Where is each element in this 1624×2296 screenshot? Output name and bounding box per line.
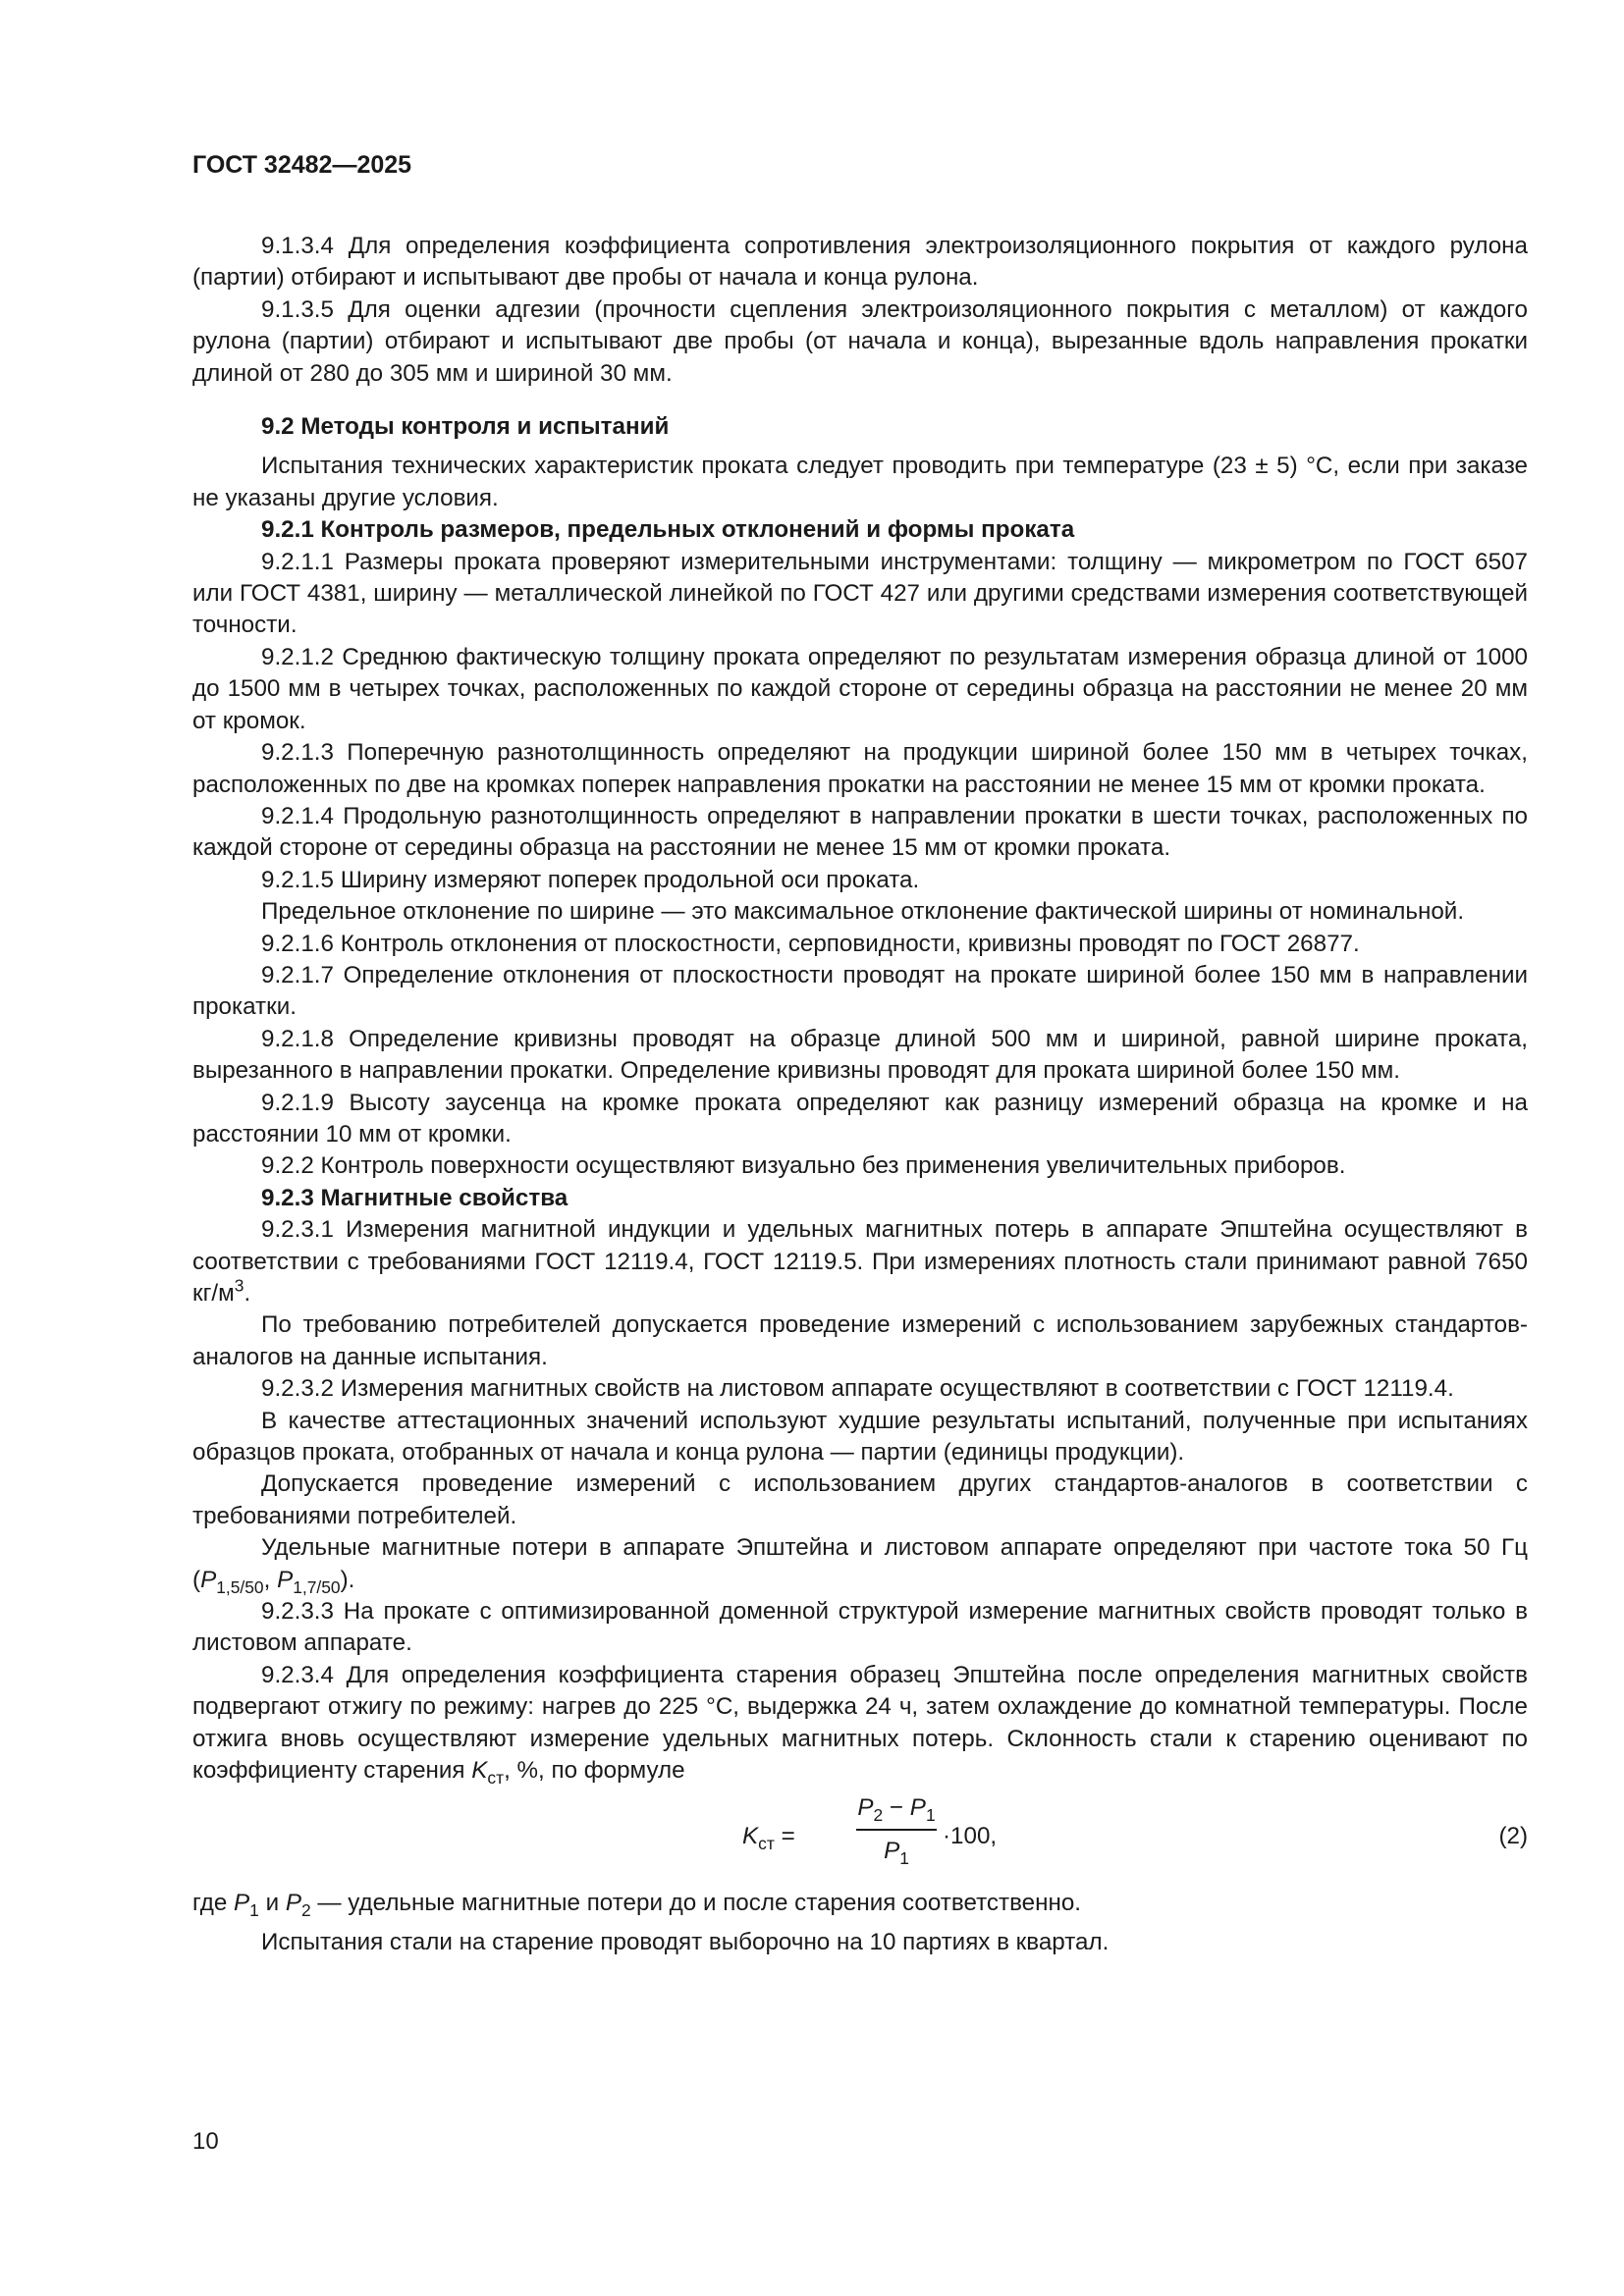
section-heading: 9.2.3 Магнитные свойства	[261, 1184, 568, 1211]
paragraph: 9.2.1.5 Ширину измеряют поперек продольной оси проката.	[261, 866, 920, 893]
formula-2	[192, 1791, 1528, 1888]
section-heading: 9.2.1 Контроль размеров, предельных отклонений и формы проката	[261, 516, 1075, 544]
equation-number: (2)	[1498, 1822, 1528, 1849]
paragraph: По требованию потребителей допускается проведение измерений с использованием зарубежных стандартов-аналогов на данные испытания.	[192, 1311, 1528, 1370]
formula-fraction	[856, 1791, 937, 1868]
paragraph: 9.2.1.9 Высоту заусенца на кромке проката определяют как разницу измерений образца на кромке и на расстоянии 10 мм от кромки.	[192, 1089, 1528, 1148]
paragraph: 9.2.3.1 Измерения магнитной индукции и удельных магнитных потерь в аппарате Эпштейна осуществляют в соответствии с требованиями ГОСТ 12119.4, ГОСТ 12119.5. При измерениях плотность стали принимают равной 7650 $кг/м^3$.	[192, 1216, 1528, 1307]
formula-rhs: ·100,	[943, 1822, 998, 1849]
aging-coefficient-formula	[742, 1791, 1096, 1888]
paragraph: 9.2.1.1 Размеры проката проверяют измерительными инструментами: толщину — микрометром по ГОСТ 6507 или ГОСТ 4381, ширину — металлической линейкой по ГОСТ 427 или другими средствами измерения соответствующей точности.	[192, 548, 1528, 639]
paragraph: 9.2.1.2 Среднюю фактическую толщину проката определяют по результатам измерения образца длиной от 1000 до 1500 мм в четырех точках, расположенных по каждой стороне от середины образца на расстоянии не менее 20 мм от кромок.	[192, 643, 1528, 734]
paragraph: где $P_1$ и $P_2$ — удельные магнитные потери до и после старения соответственно.	[192, 1889, 1081, 1920]
paragraph: 9.2.3.4 Для определения коэффициента старения образец Эпштейна после определения магнитных свойств подвергают отжигу по режиму: нагрев до 225 °С, выдержка 24 ч, затем охлаждение до комнатной температуры. После отжига вновь осуществляют измерение удельных магнитных потерь. Склонность стали к старению оценивают по коэффициенту старения $K_{ст}$, %, по формуле	[192, 1661, 1528, 1789]
paragraph: Предельное отклонение по ширине — это максимальное отклонение фактической ширины от номинальной.	[261, 898, 1465, 926]
paragraph: 9.2.3.2 Измерения магнитных свойств на листовом аппарате осуществляют в соответствии с ГОСТ 12119.4.	[261, 1375, 1454, 1403]
paragraph: 9.2.1.7 Определение отклонения от плоскостности проводят на прокате шириной более 150 мм в направлении прокатки.	[192, 961, 1528, 1021]
formula-numerator: $P_2 - P_1$	[857, 1793, 936, 1825]
document-page	[192, 137, 1528, 1958]
paragraph: 9.1.3.4 Для определения коэффициента сопротивления электроизоляционного покрытия от каждого рулона (партии) отбирают и испытывают две пробы от начала и конца рулона.	[192, 233, 1528, 292]
fraction-bar	[856, 1829, 937, 1831]
paragraph: 9.2.1.4 Продольную разнотолщинность определяют в направлении прокатки в шести точках, расположенных по каждой стороне от середины образца на расстоянии не менее 15 мм от кромки проката.	[192, 802, 1528, 862]
paragraph: Испытания стали на старение проводят выборочно на 10 партиях в квартал.	[261, 1928, 1110, 1955]
paragraph: 9.1.3.5 Для оценки адгезии (прочности сцепления электроизоляционного покрытия с металлом) от каждого рулона (партии) отбирают и испытывают две пробы (от начала и конца), вырезанные вдоль направления прокатки длиной от 280 до 305 мм и шириной 30 мм.	[192, 295, 1528, 387]
paragraph: Удельные магнитные потери в аппарате Эпштейна и листовом аппарате определяют при частоте тока 50 Гц ($P_{1,5/50}$, $P_{1,7/50}$).	[192, 1534, 1528, 1597]
formula-denominator: $P_1$	[884, 1837, 909, 1868]
paragraph: 9.2.1.8 Определение кривизны проводят на образце длиной 500 мм и шириной, равной ширине проката, вырезанного в направлении прокатки. Определение кривизны проводят для проката шириной более 150 мм.	[192, 1025, 1528, 1085]
paragraph: В качестве аттестационных значений используют худшие результаты испытаний, полученные при испытаниях образцов проката, отобранных от начала и конца рулона — партии (единицы продукции).	[192, 1407, 1528, 1467]
paragraph: Испытания технических характеристик проката следует проводить при температуре (23 ± 5) °С, если при заказе не указаны другие условия.	[192, 453, 1528, 511]
paragraph: Допускается проведение измерений с использованием других стандартов-аналогов в соответствии с требованиями потребителей.	[192, 1470, 1528, 1529]
paragraph: 9.2.1.6 Контроль отклонения от плоскостности, серповидности, кривизны проводят по ГОСТ 26877.	[261, 930, 1360, 957]
paragraph: 9.2.2 Контроль поверхности осуществляют визуально без применения увеличительных приборов.	[261, 1152, 1346, 1180]
section-heading: 9.2 Методы контроля и испытаний	[261, 413, 670, 441]
paragraph: 9.2.1.3 Поперечную разнотолщинность определяют на продукции шириной более 150 мм в четырех точках, расположенных по две на кромках поперек направления прокатки на расстоянии не менее 15 мм от кромки проката.	[192, 739, 1528, 798]
formula-lhs: $K_{ст}$ =	[742, 1822, 795, 1853]
page-number: 10	[192, 2128, 219, 2155]
paragraph: 9.2.3.3 На прокате с оптимизированной доменной структурой измерение магнитных свойств проводят только в листовом аппарате.	[192, 1598, 1528, 1657]
standard-header: ГОСТ 32482—2025	[192, 151, 412, 179]
